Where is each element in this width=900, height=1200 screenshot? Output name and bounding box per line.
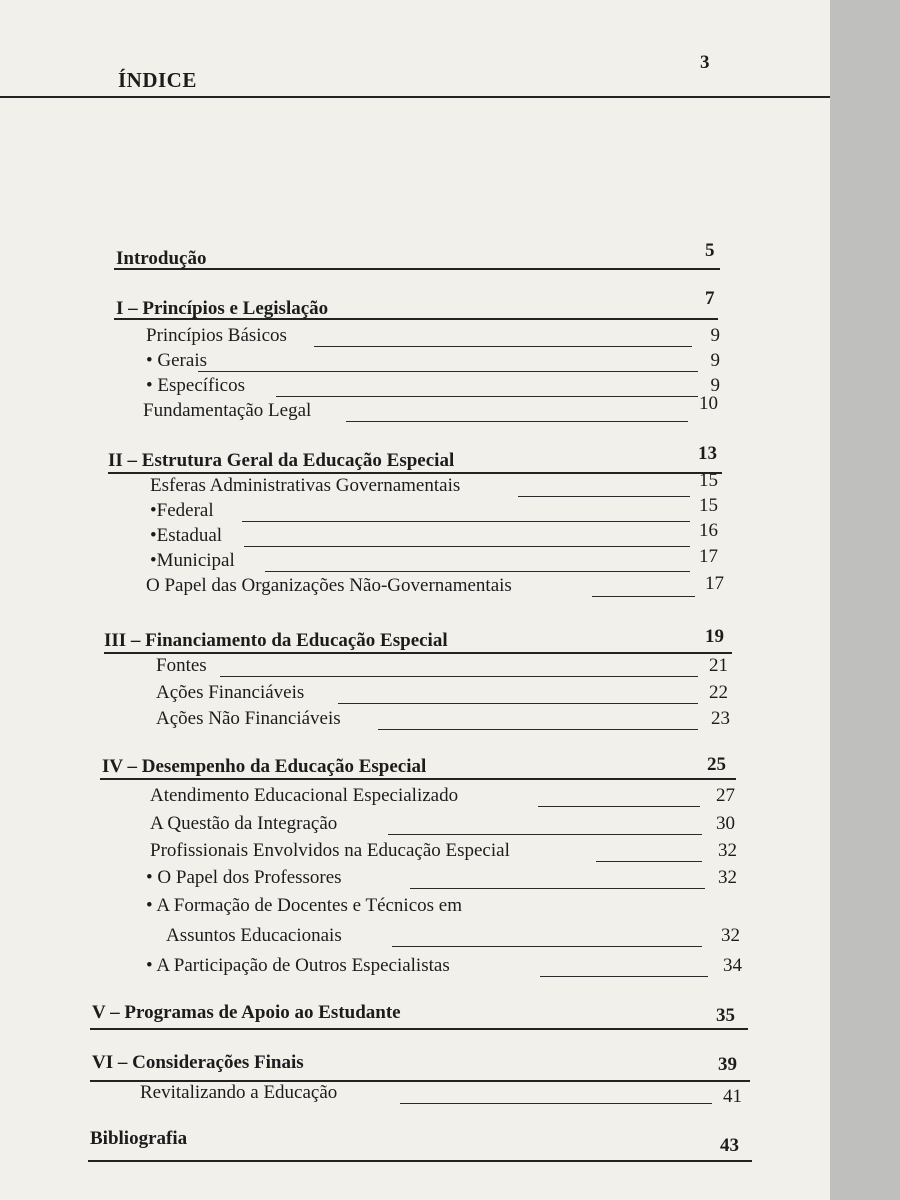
toc-entry-page-number: 9 <box>710 375 720 396</box>
toc-entry-label: • Específicos <box>146 375 245 396</box>
toc-leader-line <box>244 546 690 547</box>
toc-entry-label: • Gerais <box>146 350 207 371</box>
section-rule <box>90 1028 748 1030</box>
section-title: III – Financiamento da Educação Especial <box>104 630 448 651</box>
toc-leader-line <box>314 346 692 347</box>
toc-entry-page-number: 34 <box>723 955 742 976</box>
toc-entry-page-number: 41 <box>723 1086 742 1107</box>
toc-entry-page-number: 32 <box>718 840 737 861</box>
section-page-number: 7 <box>705 288 715 309</box>
toc-leader-line <box>518 496 690 497</box>
section-title: II – Estrutura Geral da Educação Especial <box>108 450 455 471</box>
toc-leader-line <box>540 976 708 977</box>
toc-entry-page-number: 21 <box>709 655 728 676</box>
section-page-number: 35 <box>716 1005 735 1026</box>
section-title: Bibliografia <box>90 1128 188 1149</box>
toc-leader-line <box>592 596 695 597</box>
toc-leader-line <box>265 571 690 572</box>
toc-entry-page-number: 15 <box>699 470 718 491</box>
toc-entry-page-number: 9 <box>710 325 720 346</box>
toc-entry-page-number: 17 <box>705 573 724 594</box>
section-page-number: 39 <box>718 1054 737 1075</box>
section-title: Introdução <box>116 248 207 269</box>
toc-entry-label: Atendimento Educacional Especializado <box>150 785 459 806</box>
toc-entry-label: A Questão da Integração <box>150 813 338 834</box>
toc-entry-label: O Papel das Organizações Não-Governamentais <box>146 575 512 596</box>
section-page-number: 13 <box>698 443 717 464</box>
toc-entry-page-number: 9 <box>710 350 720 371</box>
toc-leader-line <box>220 676 698 677</box>
toc-leader-line <box>242 521 690 522</box>
section-rule <box>88 1160 752 1162</box>
toc-leader-line <box>338 703 698 704</box>
section-title: V – Programas de Apoio ao Estudante <box>92 1002 401 1023</box>
toc-leader-line <box>596 861 702 862</box>
toc-entry-page-number: 27 <box>716 785 735 806</box>
section-rule <box>114 318 718 320</box>
toc-leader-line <box>388 834 702 835</box>
toc-entry-page-number: 32 <box>721 925 740 946</box>
toc-leader-line <box>276 396 698 397</box>
toc-entry-label: Fontes <box>156 655 207 676</box>
toc-entry-label: Profissionais Envolvidos na Educação Especial <box>150 840 510 861</box>
toc-entry-label: Esferas Administrativas Governamentais <box>150 475 461 496</box>
section-page-number: 43 <box>720 1135 739 1156</box>
toc-entry-page-number: 16 <box>699 520 718 541</box>
toc-entry-label: • A Formação de Docentes e Técnicos em <box>146 895 463 916</box>
section-title: IV – Desempenho da Educação Especial <box>102 756 427 777</box>
toc-entry-label: • O Papel dos Professores <box>146 867 342 888</box>
toc-leader-line <box>538 806 700 807</box>
toc-leader-line <box>400 1103 712 1104</box>
toc-leader-line <box>392 946 702 947</box>
header-page-number: 3 <box>700 52 710 73</box>
toc-leader-line <box>378 729 698 730</box>
toc-entry-label: •Municipal <box>150 550 235 571</box>
toc-entry-label: Ações Financiáveis <box>156 682 305 703</box>
section-rule <box>104 652 732 654</box>
section-title: VI – Considerações Finais <box>92 1052 304 1073</box>
section-page-number: 5 <box>705 240 715 261</box>
toc-entry-label: • A Participação de Outros Especialistas <box>146 955 450 976</box>
toc-entry-label: Revitalizando a Educação <box>140 1082 338 1103</box>
toc-entry-label: Princípios Básicos <box>146 325 287 346</box>
toc-entry-label: Fundamentação Legal <box>143 400 312 421</box>
section-rule <box>108 472 722 474</box>
toc-entry-page-number: 22 <box>709 682 728 703</box>
toc-entry-label: •Federal <box>150 500 214 521</box>
section-rule <box>114 268 720 270</box>
section-page-number: 19 <box>705 626 724 647</box>
toc-entry-label: Assuntos Educacionais <box>166 925 342 946</box>
section-rule <box>100 778 736 780</box>
toc-leader-line <box>198 371 698 372</box>
toc-entry-label: •Estadual <box>150 525 223 546</box>
section-title: I – Princípios e Legislação <box>116 298 329 319</box>
toc-entry-page-number: 15 <box>699 495 718 516</box>
toc-entry-page-number: 32 <box>718 867 737 888</box>
toc-leader-line <box>410 888 705 889</box>
toc-entry-page-number: 30 <box>716 813 735 834</box>
index-title: ÍNDICE <box>118 68 197 92</box>
toc-entry-label: Ações Não Financiáveis <box>156 708 341 729</box>
toc-entry-page-number: 23 <box>711 708 730 729</box>
toc-leader-line <box>346 421 688 422</box>
section-page-number: 25 <box>707 754 726 775</box>
toc-entry-page-number: 17 <box>699 546 718 567</box>
toc-entry-page-number: 10 <box>699 393 718 414</box>
